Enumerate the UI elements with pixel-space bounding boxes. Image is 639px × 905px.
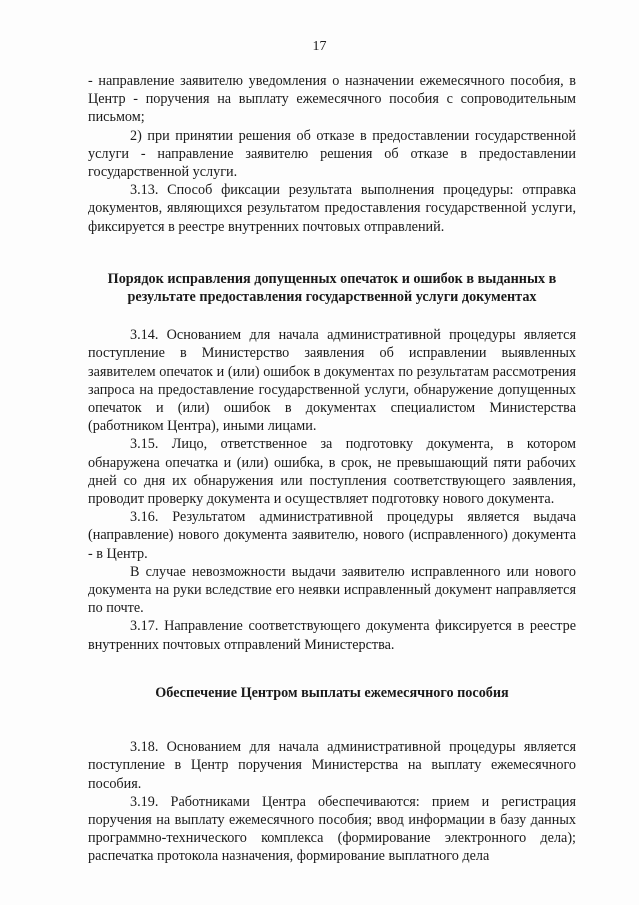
paragraph-mail-delivery: В случае невозможности выдачи заявителю исправленного или нового документа на руки вследствие его неявки исправленный документ направляется по почте. [88, 563, 576, 617]
section-heading-corrections: Порядок исправления допущенных опечаток и ошибок в выданных в результате предоставления государственной услуги документах [107, 270, 557, 306]
page-number: 17 [312, 39, 327, 54]
section-heading-payment: Обеспечение Центром выплаты ежемесячного пособия [155, 684, 509, 701]
paragraph-top-1: - направление заявителю уведомления о назначении ежемесячного пособия, в Центр - поручения на выплату ежемесячного пособия с сопроводительным письмом; [88, 73, 576, 126]
paragraph-3-15: 3.15. Лицо, ответственное за подготовку документа, в котором обнаружена опечатка и (или) ошибка, в срок, не превышающий пяти рабочих дней со дня их обнаружения или поступления соответствующего заявления, проводит проверку документа и осуществляет подготовку нового документа. [88, 436, 576, 508]
paragraph-3-13: 3.13. Способ фиксации результата выполнения процедуры: отправка документов, являющихся результатом предоставления государственной услуги, фиксируется в реестре внутренних почтовых отправлений. [88, 182, 576, 235]
paragraph-3-14: 3.14. Основанием для начала административной процедуры является поступление в Министерство заявления об исправлении выявленных заявителем опечаток и (или) ошибок в документах по результатам рассмотрения запроса на предоставление государственной услуги, обнаружение допущенных опечаток и (или) ошибок в документах специалистом Министерства (работником Центра), иными лицами. [88, 327, 576, 435]
paragraph-3-17: 3.17. Направление соответствующего документа фиксируется в реестре внутренних почтовых отправлений Министерства. [88, 618, 576, 653]
paragraph-top-2: 2) при принятии решения об отказе в предоставлении государственной услуги - направление заявителю решения об отказе в предоставлении государственной услуги. [88, 127, 576, 181]
paragraph-3-16: 3.16. Результатом административной процедуры является выдача (направление) нового документа заявителю, нового (исправленного) документа - в Центр. [88, 509, 576, 562]
paragraph-3-19: 3.19. Работниками Центра обеспечиваются: прием и регистрация поручения на выплату ежемесячного пособия; ввод информации в базу данных программно-технического комплекса (формирование электронного дела); распечатка протокола назначения, формирование выплатного дела [88, 793, 576, 865]
page-content [88, 72, 576, 866]
paragraph-3-18: 3.18. Основанием для начала административной процедуры является поступление в Центр поручения Министерства на выплату ежемесячного пособия. [88, 739, 576, 792]
